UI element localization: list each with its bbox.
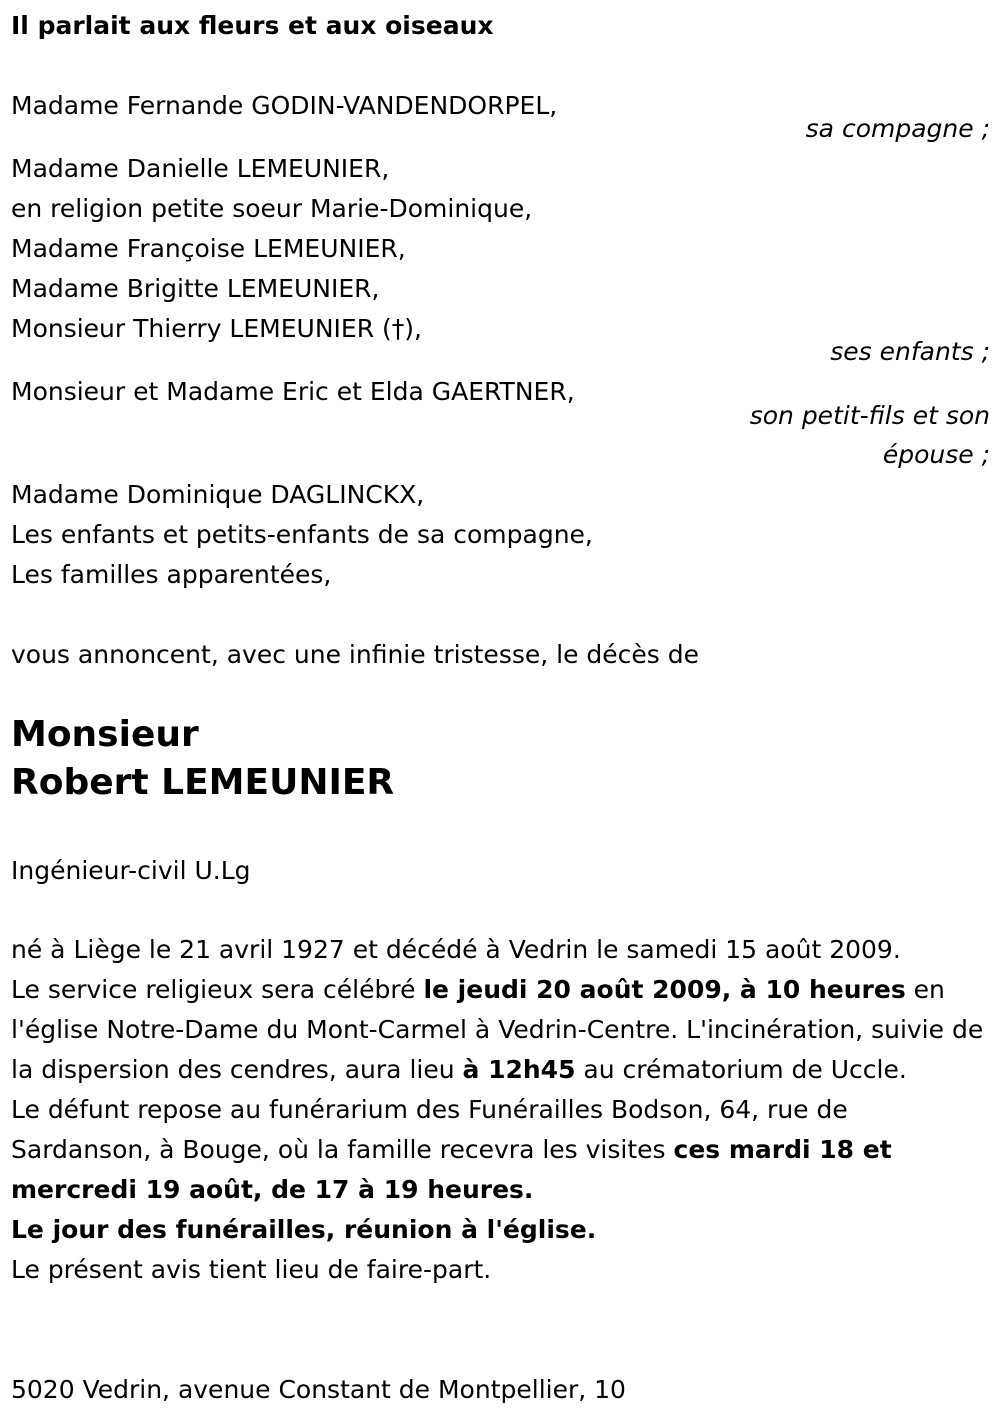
service-info [11,970,990,1090]
epigraph: Il parlait aux fleurs et aux oiseaux [11,11,494,40]
mourner-line: Monsieur et Madame Eric et Elda GAERTNER, [11,377,575,406]
details-paragraph [11,930,990,1290]
cremation-location: au crématorium de Uccle. [575,1055,907,1084]
meeting-info: Le jour des funérailles, réunion à l'église. [11,1215,597,1244]
mourner-role: son petit-fils et son [749,401,990,430]
deceased-profession: Ingénieur-civil U.Lg [11,856,251,885]
mourner-role: ses enfants ; [830,337,990,366]
mourner-line: Madame Brigitte LEMEUNIER, [11,274,380,303]
rest-location: Le défunt repose au funérarium des Funérailles Bodson, 64, rue de Sardanson, à Bouge, où la famille recevra les visites [11,1095,848,1164]
mourner-line: Madame Françoise LEMEUNIER, [11,234,406,263]
visits-info [11,1090,990,1210]
announcement: vous annoncent, avec une infinie tristesse, le décès de [11,640,700,669]
cremation-time: à 12h45 [462,1055,576,1084]
mourner-line: Monsieur Thierry LEMEUNIER (†), [11,314,422,343]
mourner-role: sa compagne ; [805,114,990,143]
mourner-line: Madame Fernande GODIN-VANDENDORPEL, [11,91,558,120]
service-date: le jeudi 20 août 2009, à 10 heures [423,975,906,1004]
mourner-line: Les enfants et petits-enfants de sa compagne, [11,520,593,549]
deceased-title: Monsieur [11,714,199,755]
visit-times: ces mardi 18 et mercredi 19 août, de 17 à 19 heures. [11,1135,892,1204]
service-location: en l'église Notre-Dame du Mont-Carmel à Vedrin-Centre. L'incinération, suivie de la dispersion des cendres, aura lieu [11,975,984,1084]
mourner-line: en religion petite soeur Marie-Dominique, [11,194,533,223]
mourner-line: Madame Danielle LEMEUNIER, [11,154,390,183]
notice-text: Le présent avis tient lieu de faire-part. [11,1255,492,1284]
mourner-line: Les familles apparentées, [11,560,332,589]
deceased-name: Robert LEMEUNIER [11,762,395,803]
service-text: Le service religieux sera célébré [11,975,424,1004]
mourner-line: Madame Dominique DAGLINCKX, [11,480,425,509]
birth-death: né à Liège le 21 avril 1927 et décédé à Vedrin le samedi 15 août 2009. [11,935,901,964]
mourner-role: épouse ; [882,440,990,469]
address: 5020 Vedrin, avenue Constant de Montpellier, 10 [11,1375,626,1404]
